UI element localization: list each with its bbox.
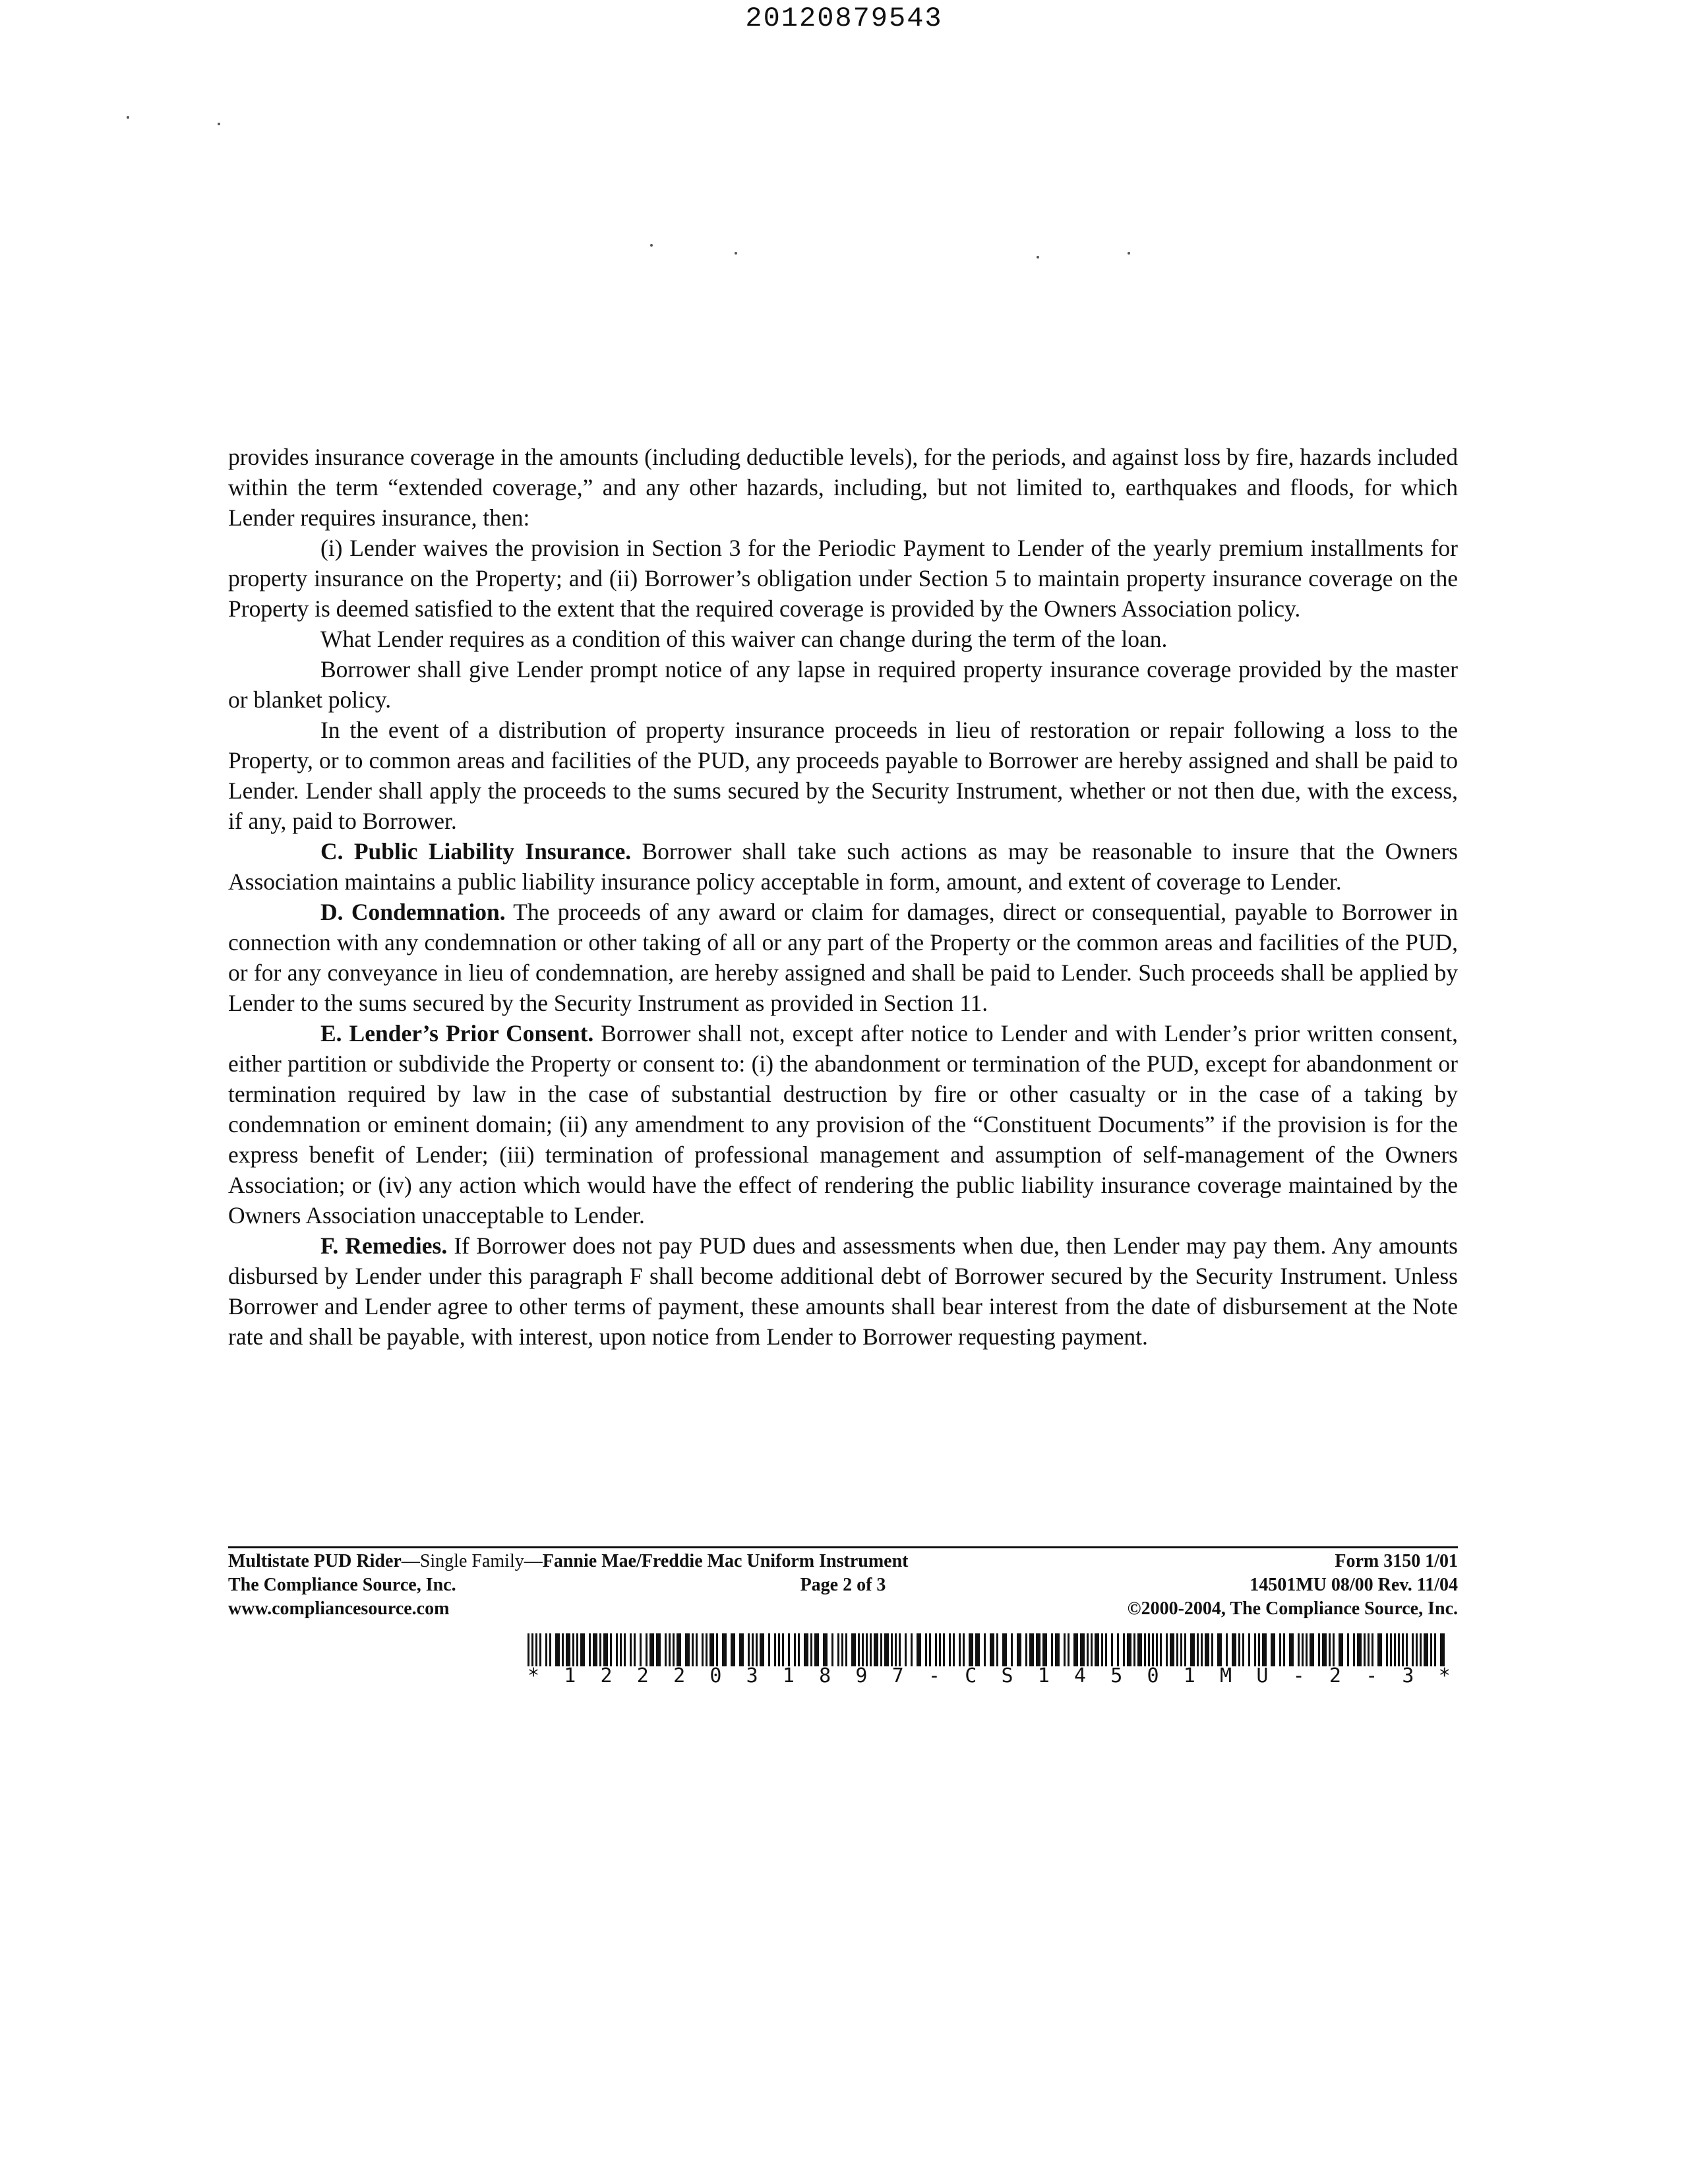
barcode-bar xyxy=(851,1633,856,1666)
barcode-bar xyxy=(630,1633,632,1666)
barcode-bar xyxy=(949,1633,951,1666)
barcode-bar xyxy=(996,1633,998,1666)
barcode-bar xyxy=(610,1633,612,1666)
barcode-bar xyxy=(1283,1633,1285,1666)
barcode-char: 7 xyxy=(891,1664,904,1687)
barcode-bar xyxy=(975,1633,980,1666)
barcode-bar xyxy=(1310,1633,1314,1666)
barcode-bar xyxy=(566,1633,570,1666)
barcode-bar xyxy=(756,1633,758,1666)
barcode-bar xyxy=(1232,1633,1236,1666)
company-name: The Compliance Source, Inc. xyxy=(228,1575,456,1595)
barcode-char: * xyxy=(528,1664,540,1687)
barcode-bar xyxy=(1258,1633,1260,1666)
barcode-bar xyxy=(1087,1633,1089,1666)
section-heading: E. Lender’s Prior Consent. xyxy=(320,1020,594,1046)
barcode-char: 1 xyxy=(564,1664,576,1687)
scan-speck xyxy=(127,116,129,119)
barcode-bar xyxy=(768,1633,770,1666)
section-heading: C. Public Liability Insurance. xyxy=(320,838,632,864)
barcode-bar xyxy=(1137,1633,1142,1666)
barcode-bar xyxy=(665,1633,667,1666)
barcode-bar xyxy=(1333,1633,1335,1666)
barcode-bar xyxy=(562,1633,564,1666)
barcode-bar xyxy=(939,1633,941,1666)
barcode-bar xyxy=(634,1633,636,1666)
barcode-bar xyxy=(925,1633,927,1666)
barcode-bar xyxy=(1190,1633,1195,1666)
barcode-char: - xyxy=(1366,1664,1378,1687)
barcode-bar xyxy=(603,1633,608,1666)
barcode-bar xyxy=(549,1633,551,1666)
barcode-bar xyxy=(841,1633,843,1666)
barcode-bar xyxy=(774,1633,776,1666)
barcode-bar xyxy=(531,1633,533,1666)
barcode-bar xyxy=(1127,1633,1131,1666)
barcode-bar xyxy=(1318,1633,1320,1666)
barcode-bar xyxy=(959,1633,961,1666)
barcode-char: 1 xyxy=(782,1664,795,1687)
barcode-bar xyxy=(589,1633,591,1666)
barcode-bar xyxy=(1197,1633,1199,1666)
barcode-bar xyxy=(576,1633,578,1666)
barcode-char: M xyxy=(1220,1664,1232,1687)
barcode-char: 0 xyxy=(709,1664,722,1687)
barcode-bar xyxy=(702,1633,704,1666)
footer-row-3 xyxy=(228,1597,1458,1621)
barcode-bar xyxy=(1394,1633,1396,1666)
barcode-char: S xyxy=(1001,1664,1013,1687)
barcode-char: - xyxy=(1292,1664,1305,1687)
barcode-char: 2 xyxy=(673,1664,686,1687)
barcode-bar xyxy=(709,1633,714,1666)
barcode-bar xyxy=(731,1633,735,1666)
barcode-bar xyxy=(794,1633,796,1666)
barcode-bar xyxy=(1430,1633,1432,1666)
barcode-bar xyxy=(1051,1633,1053,1666)
barcode-bar xyxy=(895,1633,897,1666)
barcode-bar xyxy=(580,1633,585,1666)
barcode-bar xyxy=(1434,1633,1436,1666)
barcode-bar xyxy=(891,1633,893,1666)
barcode-bar xyxy=(752,1633,754,1666)
barcode-char: 3 xyxy=(746,1664,758,1687)
barcode-bar xyxy=(1242,1633,1244,1666)
barcode-bar xyxy=(1390,1633,1392,1666)
barcode-bar xyxy=(866,1633,868,1666)
barcode-char: 2 xyxy=(600,1664,613,1687)
barcode-bar xyxy=(810,1633,812,1666)
barcode-bar xyxy=(1306,1633,1308,1666)
barcode-bar xyxy=(535,1633,537,1666)
barcode-bar xyxy=(1101,1633,1103,1666)
barcode-bar xyxy=(935,1633,937,1666)
barcode-bar xyxy=(677,1633,681,1666)
barcode-bar xyxy=(1055,1633,1060,1666)
barcode-bar xyxy=(1170,1633,1174,1666)
barcode-bar xyxy=(1377,1633,1382,1666)
barcode-bar xyxy=(572,1633,574,1666)
barcode-bar xyxy=(669,1633,671,1666)
barcode-bar xyxy=(593,1633,597,1666)
barcode-char: 0 xyxy=(1147,1664,1159,1687)
barcode-bar xyxy=(528,1633,529,1666)
scan-speck xyxy=(1037,256,1039,258)
barcode-bar xyxy=(899,1633,901,1666)
section-d-condemnation: D. Condemnation. The proceeds of any award or claim for damages, direct or consequential, payable to Borrower in connection with any condemnation or other taking of all or any part of the Property or the common areas and facilities of the PUD, or for any conveyance in lieu of condemnation, are hereby assigned and shall be paid to Lender. Such proceeds shall be applied by Lender to the sums secured by the Security Instrument as provided in Section 11. xyxy=(228,899,1459,1016)
barcode-bar xyxy=(1156,1633,1158,1666)
barcode-bar xyxy=(943,1633,945,1666)
barcode-char: 1 xyxy=(1183,1664,1195,1687)
barcode-bar xyxy=(1364,1633,1366,1666)
section-c-public-liability: C. Public Liability Insurance. Borrower shall take such actions as may be reasonable to insure that the Owners Association maintains a public liability insurance policy acceptable in form, amount, and extent of coverage to Lender. xyxy=(228,838,1458,895)
barcode-bar xyxy=(911,1633,913,1666)
barcode-bar xyxy=(1123,1633,1125,1666)
barcode-char: C xyxy=(965,1664,977,1687)
barcode-char: 4 xyxy=(1073,1664,1087,1687)
form-footer xyxy=(228,1546,1458,1621)
barcode-char: 5 xyxy=(1110,1664,1123,1687)
barcode-bar xyxy=(1205,1633,1209,1666)
barcode-bar xyxy=(1180,1633,1182,1666)
barcode-bar xyxy=(1176,1633,1178,1666)
barcode-char: U xyxy=(1256,1664,1269,1687)
barcode-bar xyxy=(1217,1633,1222,1666)
barcode-bar xyxy=(788,1633,790,1666)
section-heading: D. Condemnation. xyxy=(320,899,506,925)
barcode-char: 2 xyxy=(1329,1664,1341,1687)
barcode-bar xyxy=(1152,1633,1154,1666)
barcode-bar xyxy=(1166,1633,1168,1666)
barcode-bar xyxy=(1372,1633,1373,1666)
barcode-bar xyxy=(716,1633,718,1666)
barcode-bar xyxy=(804,1633,808,1666)
barcode-bar xyxy=(1160,1633,1162,1666)
barcode-bar xyxy=(823,1633,828,1666)
barcode-char: 8 xyxy=(819,1664,831,1687)
barcode xyxy=(528,1633,1451,1666)
barcode-bar xyxy=(1211,1633,1213,1666)
barcode-bar xyxy=(1248,1633,1250,1666)
barcode-bar xyxy=(1042,1633,1047,1666)
barcode-bar xyxy=(1254,1633,1256,1666)
scan-speck xyxy=(735,252,737,255)
barcode-bar xyxy=(1329,1633,1331,1666)
copyright: ©2000-2004, The Compliance Source, Inc. xyxy=(1127,1598,1458,1619)
paragraph-intro: provides insurance coverage in the amounts (including deductible levels), for the periods, and against loss by fire, hazards included within the term “extended coverage,” and any other hazards, including, but not limited to, earthquakes and floods, for which Lender requires insurance, then: xyxy=(228,444,1458,531)
barcode-bar xyxy=(1011,1633,1013,1666)
barcode-bar xyxy=(760,1633,764,1666)
barcode-bar xyxy=(539,1633,541,1666)
barcode-bar xyxy=(963,1633,965,1666)
barcode-bar xyxy=(880,1633,882,1666)
barcode-bar xyxy=(545,1633,547,1666)
barcode-bar xyxy=(1412,1633,1414,1666)
barcode-bar xyxy=(1091,1633,1093,1666)
paragraph-distribution: In the event of a distribution of property insurance proceeds in lieu of restoration or repair following a loss to the Property, or to common areas and facilities of the PUD, any proceeds payable to Borrower are hereby assigned and shall be paid to Lender. Lender shall apply the proceeds to the sums secured by the Security Instrument, whether or not then due, with the excess, if any, paid to Borrower. xyxy=(228,717,1458,834)
barcode-bar xyxy=(884,1633,889,1666)
barcode-char: * xyxy=(1438,1664,1451,1687)
paragraph-lapse-notice: Borrower shall give Lender prompt notice of any lapse in required property insurance coverage provided by the master or blanket policy. xyxy=(228,656,1458,713)
barcode-bar xyxy=(1111,1633,1113,1666)
barcode-bar xyxy=(831,1633,833,1666)
section-e-prior-consent: E. Lender’s Prior Consent. Borrower shall not, except after notice to Lender and with Lender’s prior written consent, either partition or subdivide the Property or consent to: (i) the abandonment or termination of the PUD, except for abandonment or termination required by law in the case of substantial destruction by fire or other casualty or in the case of a taking by condemnation or eminent domain; (ii) any amendment to any provision of the “Constituent Documents” if the provision is for the express benefit of Lender; (iii) termination of professional management and assumption of self-management of the Owners Association; or (iv) any action which would have the effect of rendering the public liability insurance coverage maintained by the Owners Association unacceptable to Lender. xyxy=(228,1020,1458,1228)
barcode-bar xyxy=(1184,1633,1186,1666)
barcode-bar xyxy=(1406,1633,1408,1666)
barcode-char: 9 xyxy=(855,1664,868,1687)
barcode-bar xyxy=(1420,1633,1422,1666)
barcode-bar xyxy=(599,1633,601,1666)
barcode-bar xyxy=(739,1633,744,1666)
barcode-bar xyxy=(1440,1633,1445,1666)
paragraph-waiver: (i) Lender waives the provision in Section 3 for the Periodic Payment to Lender of the yearly premium installments for property insurance on the Property; and (ii) Borrower’s obligation under Section 5 to maintain property insurance coverage on the Property is deemed satisfied to the extent that the required coverage is provided by the Owners Association policy. xyxy=(228,535,1458,622)
barcode-bar xyxy=(706,1633,708,1666)
barcode-bar xyxy=(1368,1633,1370,1666)
barcode-bar xyxy=(640,1633,642,1666)
barcode-bar xyxy=(798,1633,800,1666)
barcode-bar xyxy=(673,1633,675,1666)
section-heading: F. Remedies. xyxy=(320,1232,448,1259)
form-number: Form 3150 1/01 xyxy=(1335,1551,1458,1571)
barcode-bar xyxy=(862,1633,864,1666)
barcode-bar xyxy=(1226,1633,1228,1666)
barcode-char: - xyxy=(928,1664,940,1687)
barcode-bar xyxy=(1117,1633,1119,1666)
barcode-bar xyxy=(685,1633,690,1666)
barcode-bar xyxy=(624,1633,626,1666)
barcode-bar xyxy=(1402,1633,1404,1666)
barcode-bar xyxy=(1322,1633,1327,1666)
barcode-bar xyxy=(1029,1633,1034,1666)
barcode-bar xyxy=(1036,1633,1040,1666)
barcode-bar xyxy=(1279,1633,1281,1666)
barcode-char: 3 xyxy=(1402,1664,1414,1687)
barcode-bar xyxy=(905,1633,907,1666)
barcode-bar xyxy=(1105,1633,1107,1666)
barcode-bar xyxy=(1271,1633,1275,1666)
barcode-bar xyxy=(1064,1633,1066,1666)
barcode-bar xyxy=(814,1633,819,1666)
barcode-bar xyxy=(984,1633,986,1666)
barcode-bar xyxy=(1353,1633,1355,1666)
barcode-char: 1 xyxy=(1037,1664,1050,1687)
barcode-bar xyxy=(555,1633,560,1666)
barcode-bar xyxy=(1144,1633,1146,1666)
paragraph-condition: What Lender requires as a condition of this waiver can change during the term of the loan. xyxy=(320,626,1168,652)
footer-row-1 xyxy=(228,1550,1458,1573)
barcode-bar xyxy=(1080,1633,1085,1666)
barcode-bar xyxy=(1148,1633,1150,1666)
scan-speck xyxy=(650,244,653,247)
barcode-bar xyxy=(837,1633,839,1666)
barcode-bar xyxy=(1386,1633,1388,1666)
barcode-bar xyxy=(1095,1633,1099,1666)
barcode-bar xyxy=(616,1633,618,1666)
barcode-bar xyxy=(1002,1633,1007,1666)
barcode-bar xyxy=(969,1633,973,1666)
barcode-bar xyxy=(1298,1633,1300,1666)
barcode-bar xyxy=(1424,1633,1428,1666)
barcode-bar xyxy=(649,1633,654,1666)
barcode-bar xyxy=(1017,1633,1021,1666)
barcode-bar xyxy=(870,1633,872,1666)
barcode-bar xyxy=(874,1633,878,1666)
barcode-bar xyxy=(1073,1633,1078,1666)
barcode-char: 2 xyxy=(636,1664,649,1687)
barcode-bar xyxy=(1416,1633,1418,1666)
barcode-bar xyxy=(1347,1633,1349,1666)
rider-body xyxy=(228,442,1458,1352)
barcode-bar xyxy=(858,1633,860,1666)
barcode-bar xyxy=(1357,1633,1362,1666)
scan-speck xyxy=(218,123,220,125)
barcode-bar xyxy=(1262,1633,1267,1666)
barcode-bar xyxy=(748,1633,750,1666)
barcode-bar xyxy=(1201,1633,1203,1666)
barcode-bar xyxy=(1133,1633,1135,1666)
barcode-bar xyxy=(953,1633,955,1666)
barcode-bar xyxy=(1238,1633,1240,1666)
barcode-bar xyxy=(990,1633,994,1666)
barcode-bar xyxy=(778,1633,780,1666)
barcode-bar xyxy=(620,1633,622,1666)
footer-row-2 xyxy=(228,1573,1458,1597)
barcode-bar xyxy=(1302,1633,1304,1666)
form-title: Multistate PUD Rider—Single Family—Fannie Mae/Freddie Mac Uniform Instrument xyxy=(228,1551,909,1571)
barcode-bar xyxy=(1289,1633,1294,1666)
barcode-bar xyxy=(1398,1633,1400,1666)
document-number: 20120879543 xyxy=(745,3,943,34)
website: www.compliancesource.com xyxy=(228,1598,450,1619)
barcode-bar xyxy=(1339,1633,1343,1666)
barcode-bar xyxy=(929,1633,931,1666)
barcode-bar xyxy=(845,1633,847,1666)
form-revision: 14501MU 08/00 Rev. 11/04 xyxy=(1250,1575,1458,1595)
barcode-bar xyxy=(646,1633,648,1666)
page-number: Page 2 of 3 xyxy=(800,1575,886,1595)
barcode-bar xyxy=(692,1633,694,1666)
barcode-text xyxy=(528,1664,1451,1687)
barcode-bar xyxy=(656,1633,661,1666)
scan-speck xyxy=(1128,252,1130,255)
barcode-bar xyxy=(722,1633,727,1666)
barcode-bar xyxy=(696,1633,698,1666)
section-f-remedies: F. Remedies. If Borrower does not pay PUD dues and assessments when due, then Lender may pay them. Any amounts disbursed by Lender under this paragraph F shall become additional debt of Borrower secured by the Security Instrument. Unless Borrower and Lender agree to other terms of payment, these amounts shall bear interest from the date of disbursement at the Note rate and shall be payable, with interest, upon notice from Lender to Borrower requesting payment. xyxy=(228,1232,1458,1350)
barcode-bar xyxy=(1068,1633,1070,1666)
barcode-bar xyxy=(917,1633,921,1666)
barcode-bar xyxy=(782,1633,784,1666)
barcode-bar xyxy=(1025,1633,1027,1666)
